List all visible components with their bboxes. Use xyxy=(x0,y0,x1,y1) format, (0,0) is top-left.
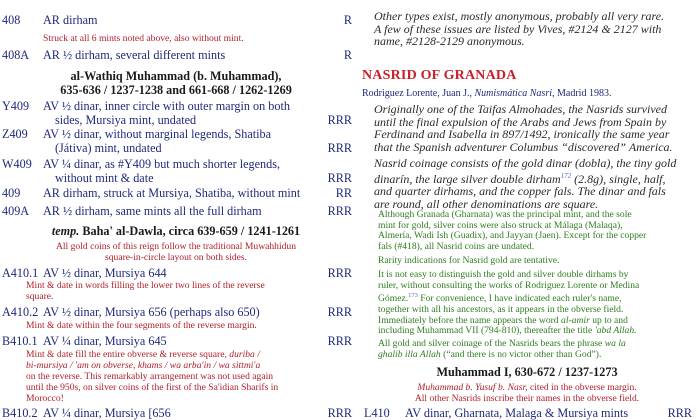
entry-409a xyxy=(0,204,352,218)
text-line: dinarín, the large silver double dirham xyxy=(374,171,561,186)
text-line: name, #2128-2129 anonymous. xyxy=(374,34,525,48)
italic-term: al-amir xyxy=(561,314,590,326)
rarity: R xyxy=(343,13,352,27)
phrase-note xyxy=(378,339,696,360)
text-line: including Muhammad VII (794-810), thereafter the title xyxy=(378,325,595,337)
note-line: on the reverse. This remarkably arrangement was not used again xyxy=(26,371,274,382)
text-line: (2.8g), single, half, xyxy=(571,171,666,186)
entry-text: AR dirham, struck at Mursiya, Shatiba, without mint xyxy=(43,186,301,200)
text-line: (“and there is no victor other than God”). xyxy=(440,348,602,360)
text-line: Although Granada (Gharnata) was the principal mint, and the sole xyxy=(378,209,632,220)
note-408: Struck at all 6 mints noted above, also without mint. xyxy=(43,33,244,44)
entry-b410-2 xyxy=(0,406,352,420)
text-line: It is not easy to distinguish the gold and silver double dirhams by xyxy=(378,269,629,280)
text-line: fals (#418), all Nasrid coins are undated. xyxy=(378,240,535,252)
text-line: are round, all other denominations are square. xyxy=(374,196,599,211)
text-line: Originally one of the Taifas Almohades, the Nasrids survived xyxy=(374,102,667,116)
entry-number: Y409 xyxy=(2,99,30,113)
ref-place: Madrid 1983. xyxy=(554,88,612,99)
ref-author: Rodriguez Lorente, Juan J., xyxy=(362,88,475,99)
entry-409 xyxy=(0,186,352,200)
note-line: All other Nasrids inscribe their names in the obverse field. xyxy=(414,393,640,404)
entry-number: A410.2 xyxy=(2,305,39,319)
rarity: RRR xyxy=(327,141,352,155)
text-line: All gold and silver coinage of the Nasrids bears the phrase xyxy=(378,338,605,349)
text-line: ruler, without consulting the works of Rodriguez Lorente or Medina xyxy=(378,279,640,291)
italic-term: ghalib illa Allah xyxy=(378,348,441,360)
rarity: RR xyxy=(335,186,352,200)
note-text: cited in the obverse margin. xyxy=(527,382,637,393)
entry-z409 xyxy=(0,127,352,155)
note-muhammad-i xyxy=(362,382,692,404)
ruler-heading-muhammad-i: Muhammad I, 630-672 / 1237-1273 xyxy=(436,365,618,379)
entry-text-cont: without mint & date xyxy=(55,171,154,185)
note-line: square. xyxy=(26,291,54,302)
temp-label: temp. xyxy=(51,224,80,238)
mints-note xyxy=(378,210,696,252)
distinguish-note xyxy=(378,270,696,337)
entry-w409 xyxy=(0,157,352,185)
text-line: Almería, Wadi Ish (Guadix), and Jayyan (Jaen). Except for the copper xyxy=(378,230,647,242)
rarity: RRR xyxy=(327,334,352,348)
entry-a410-2 xyxy=(0,305,352,319)
note-line: until the 950s, on silver coins of the first of the Sa'idian Sharifs in xyxy=(26,382,279,393)
text-line: Immediately before the name appears the word xyxy=(378,314,562,326)
text-line: Other types exist, mostly anonymous, probably all very rare. xyxy=(374,9,665,23)
note-baha-al-dawla xyxy=(0,241,352,263)
text-line: together with all his ancestors, as it appears in the obverse field. xyxy=(378,303,624,315)
note-text: Mint & date fill the entire obverse & reverse square, xyxy=(26,349,230,360)
footnote-ref-172[interactable]: 172 xyxy=(560,171,572,180)
italic-term: 'abd Allah. xyxy=(594,325,637,337)
text-line: that the Spanish adventurer Columbus “discovered” America. xyxy=(374,139,673,154)
entry-text: AV ¼ dinar, Mursiya [656 xyxy=(43,406,171,420)
entry-number: 409A xyxy=(2,204,30,218)
entry-408 xyxy=(0,13,352,27)
entry-text: AR dirham xyxy=(43,13,98,27)
text-line: Gómez. xyxy=(378,293,409,305)
entry-text-cont: (Játiva) mint, undated xyxy=(55,141,162,155)
text-line: Nasrid coinage consists of the gold dinar (dobla), the tiny gold xyxy=(374,156,677,170)
ruler-name: Baha' al-Dawla, circa 639-659 / 1241-1261 xyxy=(79,224,301,238)
entry-number: A410.1 xyxy=(2,266,39,280)
footnote-ref-173[interactable]: 173 xyxy=(408,292,418,300)
note-italic: duriba / xyxy=(229,349,260,360)
note-line: Morocco! xyxy=(26,393,64,404)
rarity: RRR xyxy=(667,406,692,420)
text-line: until the final expulsion of the Arabs and Jews from Spain by xyxy=(374,114,667,129)
rarity: RRR xyxy=(327,204,352,218)
text-line: and quarter dirhams, and the copper fals. The dinar and fals xyxy=(374,184,666,198)
entry-number: W409 xyxy=(2,157,32,171)
ruler-name: al-Wathiq Muhammad (b. Muhammad), xyxy=(70,69,282,83)
text-line: mint for gold, silver coins were also struck at Málaga (Malaqa), xyxy=(378,219,623,231)
note-b410-1 xyxy=(26,349,352,404)
entry-y409 xyxy=(0,99,352,127)
entry-text: AV dinar, Gharnata, Malaga & Mursiya mints xyxy=(405,406,629,420)
text-line: Ferdinand and Isabella in 897/1492, ironically the same year xyxy=(374,127,670,141)
note-line: Mint & date in words filling the lower two lines of the reverse xyxy=(26,280,265,291)
section-title: NASRID OF GRANADA xyxy=(362,68,517,83)
entry-number: 408 xyxy=(2,13,21,27)
ruler-dates: 635-636 / 1237-1238 and 661-668 / 1262-1269 xyxy=(60,83,292,97)
note-a410-1 xyxy=(26,280,265,302)
entry-text: AV ¼ dinar, Mursiya 645 xyxy=(43,334,167,348)
entry-number: B410.1 xyxy=(2,334,38,348)
note-a410-2: Mint & date within the four segments of the reverse margin. xyxy=(26,320,257,331)
reference xyxy=(362,88,611,99)
note-line: All gold coins of this reign follow the traditional Muwahhidun xyxy=(55,241,297,252)
rarity: R xyxy=(343,48,352,62)
text-line: up to and xyxy=(589,314,628,326)
entry-number: B410.2 xyxy=(2,406,38,420)
coinage-paragraph xyxy=(374,157,696,210)
ruler-heading-baha-al-dawla xyxy=(0,224,352,238)
entry-text: AV ½ dinar, without marginal legends, Shatiba xyxy=(43,127,272,141)
entry-text: AV ¼ dinar, as #Y409 but much shorter legends, xyxy=(43,157,281,171)
entry-number: L410 xyxy=(364,406,390,420)
italic-term: Muhammad b. Yusuf b. Nasr, xyxy=(417,382,528,393)
entry-text: AR ½ dirham, same mints all the full dirham xyxy=(43,204,262,218)
note-line: bi-mursiya / 'am on obverse, khams / wa arba'in / wa sittmi'a xyxy=(26,360,261,371)
intro-paragraph xyxy=(374,10,694,48)
rarity: RRR xyxy=(327,305,352,319)
entry-number: 409 xyxy=(2,186,21,200)
note-line: square-in-circle layout on both sides. xyxy=(105,252,247,263)
rarity-note: Rarity indications for Nasrid gold are tentative. xyxy=(378,255,560,266)
rarity: RRR xyxy=(327,406,352,420)
history-paragraph xyxy=(374,103,696,153)
entry-text-cont: sides, Mursiya mint, undated xyxy=(55,113,197,127)
entry-b410-1 xyxy=(0,334,352,348)
entry-text: AV ½ dinar, inner circle with outer margin on both xyxy=(43,99,290,113)
italic-term: wa la xyxy=(604,338,626,349)
entry-text: AR ½ dirham, several different mints xyxy=(43,48,226,62)
entry-a410-1 xyxy=(0,266,352,280)
text-line: For convenience, I have indicated each ruler's name, xyxy=(417,293,622,305)
entry-408a xyxy=(0,48,352,62)
entry-text: AV ½ dinar, Mursiya 644 xyxy=(43,266,167,280)
ruler-heading-al-wathiq xyxy=(0,69,352,97)
rarity: RRR xyxy=(327,171,352,185)
text-line: A few of these issues are listed by Vives, #2124 & 2127 with xyxy=(374,21,662,36)
rarity: RRR xyxy=(327,113,352,127)
rarity: RRR xyxy=(327,266,352,280)
ref-title: Numismática Nasri, xyxy=(474,88,555,99)
entry-text: AV ½ dinar, Mursiya 656 (perhaps also 650) xyxy=(43,305,260,319)
entry-number: Z409 xyxy=(2,127,28,141)
entry-number: 408A xyxy=(2,48,30,62)
entry-l410 xyxy=(362,406,692,420)
